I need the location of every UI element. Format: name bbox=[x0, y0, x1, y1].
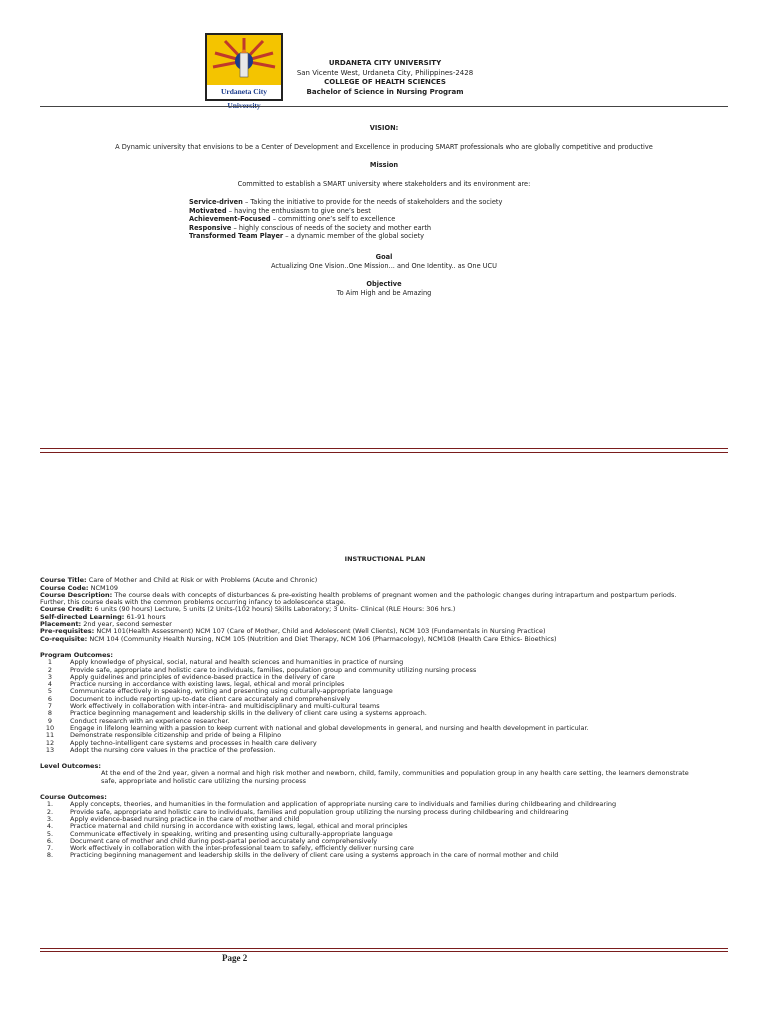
program-outcome-item: 11 Demonstrate responsible citizenship and pride of being a Filipino bbox=[45, 731, 282, 740]
logo-caption: Urdaneta City bbox=[207, 85, 281, 99]
instructional-plan bbox=[40, 556, 730, 860]
vision-text: A Dynamic university that envisions to be a Center of Development and Excellence in producing SMART professionals who are globally competitive and productive bbox=[115, 143, 653, 151]
course-details bbox=[40, 577, 730, 643]
program-outcome-item: 12 Apply techno-intelligent care systems and processes in health care delivery bbox=[45, 738, 317, 747]
course-field: Course Title: Care of Mother and Child at Risk or with Problems (Acute and Chronic) bbox=[40, 576, 318, 585]
footer-divider bbox=[40, 948, 728, 952]
page-number: Page 2 bbox=[222, 953, 248, 963]
program-outcome-item: 3 Apply guidelines and principles of evidence-based practice in the delivery of care bbox=[47, 672, 336, 681]
course-outcome-item: 4. Practice maternal and child nursing in accordance with existing laws, legal, ethical and moral principles bbox=[46, 822, 408, 831]
level-outcomes-text: At the end of the 2nd year, given a normal and high risk mother and newborn, child, family, communities and population group in any health care setting, the learners demonstrate safe, appropriate and holistic care utilizing the nursing process bbox=[101, 769, 689, 785]
value-item: Service-driven – Taking the initiative to provide for the needs of stakeholders and the society bbox=[189, 198, 503, 206]
program-outcome-item: 4 Practice nursing in accordance with existing laws, legal, ethical and moral principles bbox=[47, 680, 345, 689]
course-field: Self-directed Learning: 61-91 hours bbox=[40, 612, 166, 621]
goal-heading: Goal bbox=[375, 253, 393, 261]
course-field: Co-requisite: NCM 104 (Community Health Nursing, NCM 105 (Nutrition and Diet Therapy, NCM 106 (Pharmacology), NCM108 (Health Care Ethics- Bioethics) bbox=[40, 634, 557, 643]
program-outcomes-list bbox=[40, 659, 730, 754]
program-name: Bachelor of Science in Nursing Program bbox=[306, 87, 464, 96]
program-outcome-item: 9 Conduct research with an experience researcher. bbox=[47, 716, 230, 725]
plan-title: INSTRUCTIONAL PLAN bbox=[344, 555, 426, 563]
college-name: COLLEGE OF HEALTH SCIENCES bbox=[324, 78, 446, 86]
program-outcomes-heading: Program Outcomes: bbox=[40, 650, 113, 659]
mission-heading: Mission bbox=[369, 161, 399, 169]
header-divider bbox=[40, 106, 728, 107]
program-outcome-item: 2 Provide safe, appropriate and holistic care to individuals, families, population group and community utilizing nursing process bbox=[47, 665, 477, 674]
value-item: Responsive – highly conscious of needs of the society and mother earth bbox=[189, 223, 432, 232]
course-outcome-item: 7. Work effectively in collaboration with the inter-professional team to safely, efficiently deliver nursing care bbox=[46, 844, 414, 853]
university-address: San Vicente West, Urdaneta City, Philippines-2428 bbox=[296, 68, 474, 77]
course-field: Placement: 2nd year, second semester bbox=[40, 620, 172, 629]
objective-heading: Objective bbox=[366, 280, 402, 288]
smart-values-list bbox=[189, 198, 502, 241]
course-outcome-item: 5. Communicate effectively in speaking, writing and presenting using culturally-appropriate language bbox=[46, 829, 393, 838]
course-outcome-item: 8. Practicing beginning management and leadership skills in the delivery of client care using a systems approach in the care of normal mother and child bbox=[46, 851, 559, 860]
university-name: URDANETA CITY UNIVERSITY bbox=[328, 59, 442, 67]
program-outcome-item: 1 Apply knowledge of physical, social, natural and health sciences and humanities in practice of nursing bbox=[47, 658, 404, 667]
value-item: Transformed Team Player – a dynamic member of the global society bbox=[189, 232, 425, 241]
course-field: Course Description: The course deals with concepts of disturbances & pre-existing health problems of pregnant women and the pathologic changes during intrapartum and postpartum periods. bbox=[40, 590, 677, 599]
program-outcome-item: 10 Engage in lifelong learning with a passion to keep current with national and global developments in general, and nursing and health development in particular. bbox=[45, 723, 589, 732]
vision-heading: VISION: bbox=[369, 124, 399, 132]
program-outcome-item: 13 Adopt the nursing core values in the practice of the profession. bbox=[45, 745, 276, 754]
letterhead bbox=[240, 59, 530, 97]
course-outcome-item: 3. Apply evidence-based nursing practice in the care of mother and child bbox=[46, 814, 300, 823]
course-outcome-item: 2. Provide safe, appropriate and holistic care to individuals, families and population group utilizing the nursing process during childbearing and childrearing bbox=[46, 807, 569, 816]
objective-text: To Aim High and be Amazing bbox=[336, 289, 432, 297]
program-outcome-item: 7 Work effectively in collaboration with inter-intra- and multidisciplinary and multi-cultural teams bbox=[47, 702, 380, 711]
course-outcome-item: 6. Document care of mother and child during post-partal period accurately and comprehensively bbox=[46, 836, 378, 845]
program-outcome-item: 5 Communicate effectively in speaking, writing and presenting using culturally-appropriate language bbox=[47, 687, 393, 696]
level-outcomes-heading: Level Outcomes: bbox=[40, 762, 101, 771]
course-field: Further, this course deals with the common problems occurring infancy to adolescence stage. bbox=[40, 598, 346, 607]
course-field: Pre-requisites: NCM 101(Health Assessment) NCM 107 (Care of Mother, Child and Adolescent (Well Clients), NCM 103 (Fundamentals in Nursing Practice) bbox=[40, 627, 546, 636]
program-outcome-item: 8 Practice beginning management and leadership skills in the delivery of client care using a systems approach. bbox=[47, 709, 427, 718]
value-item: Achievement-Focused – committing one’s self to excellence bbox=[189, 215, 396, 224]
page-break-divider bbox=[40, 448, 728, 453]
course-field: Course Code: NCM109 bbox=[40, 583, 118, 592]
goal-text: Actualizing One Vision..One Mission... and One Identity.. as One UCU bbox=[271, 262, 497, 270]
course-outcome-item: 1. Apply concepts, theories, and humanities in the formulation and application of appropriate nursing care to individuals and families during childbearing and childrearing bbox=[46, 800, 617, 809]
mission-text: Committed to establish a SMART university where stakeholders and its environment are: bbox=[237, 180, 531, 188]
course-field: Course Credit: 6 units (90 hours) Lecture, 5 units (2 Units-(102 hours) Skills Laboratory; 3 Units- Clinical (RLE Hours: 306 hrs.) bbox=[40, 605, 456, 614]
program-outcome-item: 6 Document to include reporting up-to-date client care accurately and comprehensively bbox=[47, 694, 351, 703]
value-item: Motivated – having the enthusiasm to give one’s best bbox=[189, 206, 371, 215]
course-outcomes-heading: Course Outcomes: bbox=[40, 793, 107, 802]
course-outcomes-list bbox=[40, 801, 730, 859]
